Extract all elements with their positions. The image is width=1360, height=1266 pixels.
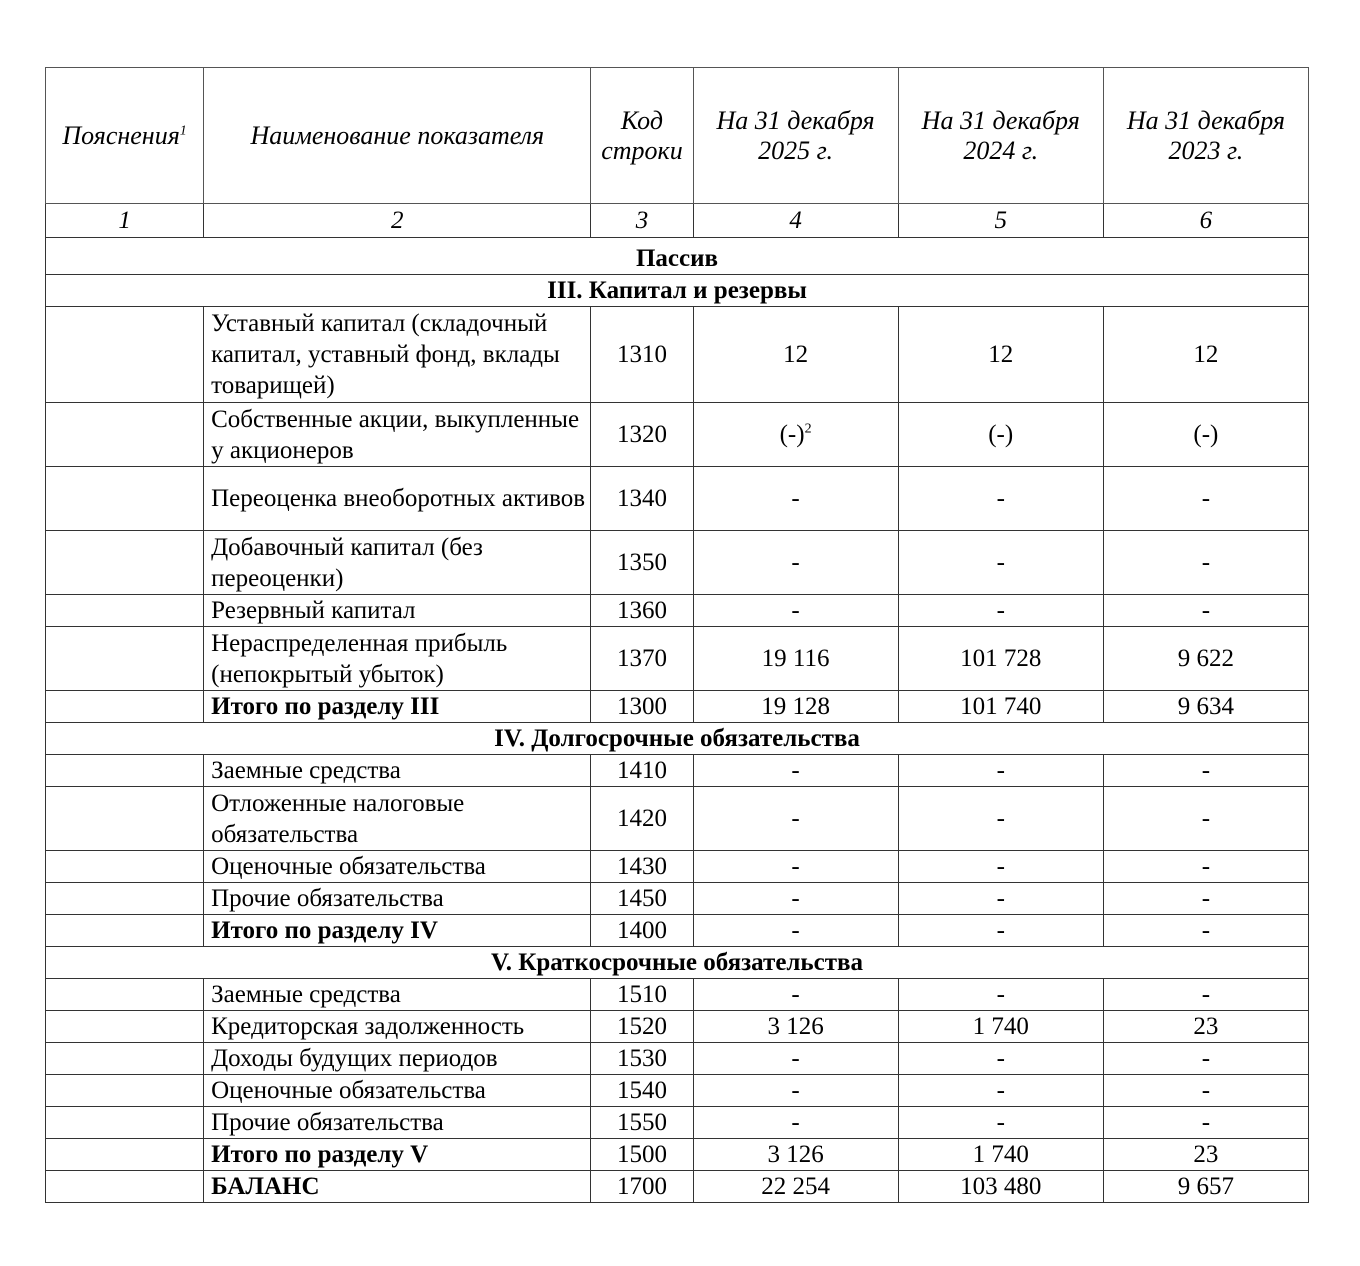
value-2023: 9 622 xyxy=(1103,627,1308,691)
value-2023: 23 xyxy=(1103,1139,1308,1171)
value-2023: - xyxy=(1103,979,1308,1011)
value-2024: 1 740 xyxy=(898,1139,1103,1171)
column-number: 1 xyxy=(46,204,204,238)
header-line-code: Код строки xyxy=(591,68,693,204)
line-code: 1530 xyxy=(591,1043,693,1075)
section-title-passive: Пассив xyxy=(46,238,1309,275)
line-code: 1300 xyxy=(591,691,693,723)
total-row xyxy=(46,1139,1309,1171)
value-2023: 12 xyxy=(1103,307,1308,403)
value-2025: - xyxy=(693,1075,898,1107)
total-row xyxy=(46,691,1309,723)
value-2024: - xyxy=(898,915,1103,947)
column-number-row xyxy=(46,204,1309,238)
value-2024: 101 740 xyxy=(898,691,1103,723)
section-row xyxy=(46,275,1309,307)
value-2024: - xyxy=(898,1107,1103,1139)
line-code: 1500 xyxy=(591,1139,693,1171)
value-2025: - xyxy=(693,595,898,627)
line-code: 1430 xyxy=(591,851,693,883)
value-2024: - xyxy=(898,883,1103,915)
table-row xyxy=(46,755,1309,787)
notes-cell xyxy=(46,691,204,723)
value-2024: - xyxy=(898,531,1103,595)
value-2025: 19 128 xyxy=(693,691,898,723)
value-2023: 9 634 xyxy=(1103,691,1308,723)
section-title-capital-reserves: III. Капитал и резервы xyxy=(46,275,1309,307)
value-2025: - xyxy=(693,787,898,851)
value-2023: - xyxy=(1103,467,1308,531)
value-2023: - xyxy=(1103,915,1308,947)
value-2025: - xyxy=(693,979,898,1011)
value-2023: 23 xyxy=(1103,1011,1308,1043)
value-2023: - xyxy=(1103,1075,1308,1107)
indicator-name: Оценочные обязательства xyxy=(204,851,591,883)
value-2024: - xyxy=(898,1043,1103,1075)
indicator-name: Уставный капитал (складочный капитал, уставный фонд, вклады товарищей) xyxy=(204,307,591,403)
value-2024: 101 728 xyxy=(898,627,1103,691)
line-code: 1370 xyxy=(591,627,693,691)
notes-cell xyxy=(46,755,204,787)
line-code: 1350 xyxy=(591,531,693,595)
line-code: 1410 xyxy=(591,755,693,787)
notes-cell xyxy=(46,1011,204,1043)
table-row xyxy=(46,467,1309,531)
table-row xyxy=(46,1011,1309,1043)
header-row xyxy=(46,68,1309,204)
header-indicator-name: Наименование показателя xyxy=(204,68,591,204)
value-2024: - xyxy=(898,1075,1103,1107)
value-2023: - xyxy=(1103,755,1308,787)
line-code: 1550 xyxy=(591,1107,693,1139)
value-2024: - xyxy=(898,595,1103,627)
line-code: 1510 xyxy=(591,979,693,1011)
section-row xyxy=(46,723,1309,755)
value-2025: - xyxy=(693,915,898,947)
notes-cell xyxy=(46,1075,204,1107)
footnote-marker: 2 xyxy=(804,421,812,437)
notes-cell xyxy=(46,787,204,851)
value-2023: - xyxy=(1103,883,1308,915)
balance-sheet-liabilities-table xyxy=(45,67,1309,1203)
value-2023: - xyxy=(1103,1043,1308,1075)
line-code: 1540 xyxy=(591,1075,693,1107)
line-code: 1450 xyxy=(591,883,693,915)
indicator-name: Заемные средства xyxy=(204,755,591,787)
table-row xyxy=(46,1075,1309,1107)
table-row xyxy=(46,307,1309,403)
value-2025: 19 116 xyxy=(693,627,898,691)
header-date-2023: На 31 декабря 2023 г. xyxy=(1103,68,1308,204)
column-number: 4 xyxy=(693,204,898,238)
table-row xyxy=(46,595,1309,627)
value-2024: (-) xyxy=(898,403,1103,467)
indicator-name: БАЛАНС xyxy=(204,1171,591,1203)
value-2024: - xyxy=(898,979,1103,1011)
value-2025: - xyxy=(693,467,898,531)
indicator-name: Нераспределенная прибыль (непокрытый убыток) xyxy=(204,627,591,691)
value-2024: - xyxy=(898,851,1103,883)
notes-cell xyxy=(46,979,204,1011)
value-2025: - xyxy=(693,1107,898,1139)
table-row xyxy=(46,979,1309,1011)
value-2025: - xyxy=(693,851,898,883)
header-notes-label: Пояснения xyxy=(62,120,180,150)
notes-cell xyxy=(46,851,204,883)
indicator-name: Собственные акции, выкупленные у акционеров xyxy=(204,403,591,467)
line-code: 1340 xyxy=(591,467,693,531)
value-2023: (-) xyxy=(1103,403,1308,467)
value-2025: 12 xyxy=(693,307,898,403)
value-2025: - xyxy=(693,1043,898,1075)
indicator-name: Отложенные налоговые обязательства xyxy=(204,787,591,851)
line-code: 1400 xyxy=(591,915,693,947)
indicator-name: Итого по разделу III xyxy=(204,691,591,723)
notes-cell xyxy=(46,883,204,915)
line-code: 1320 xyxy=(591,403,693,467)
value-2025-text: (-) xyxy=(779,421,805,448)
indicator-name: Добавочный капитал (без переоценки) xyxy=(204,531,591,595)
value-2024: 12 xyxy=(898,307,1103,403)
header-date-2025: На 31 декабря 2025 г. xyxy=(693,68,898,204)
line-code: 1310 xyxy=(591,307,693,403)
header-notes xyxy=(46,68,204,204)
indicator-name: Резервный капитал xyxy=(204,595,591,627)
notes-cell xyxy=(46,307,204,403)
footnote-marker: 1 xyxy=(179,122,187,138)
table-row xyxy=(46,403,1309,467)
value-2023: - xyxy=(1103,531,1308,595)
value-2025: 3 126 xyxy=(693,1139,898,1171)
table-row xyxy=(46,1107,1309,1139)
table-row xyxy=(46,787,1309,851)
section-title-short-term-liabilities: V. Краткосрочные обязательства xyxy=(46,947,1309,979)
column-number: 3 xyxy=(591,204,693,238)
notes-cell xyxy=(46,1139,204,1171)
notes-cell xyxy=(46,1107,204,1139)
value-2023: - xyxy=(1103,1107,1308,1139)
value-2025: - xyxy=(693,755,898,787)
value-2025: 3 126 xyxy=(693,1011,898,1043)
value-2024: - xyxy=(898,467,1103,531)
value-2024: - xyxy=(898,787,1103,851)
balance-total-row xyxy=(46,1171,1309,1203)
notes-cell xyxy=(46,531,204,595)
line-code: 1700 xyxy=(591,1171,693,1203)
value-2025: - xyxy=(693,531,898,595)
indicator-name: Кредиторская задолженность xyxy=(204,1011,591,1043)
table-row xyxy=(46,627,1309,691)
value-2023: - xyxy=(1103,787,1308,851)
indicator-name: Прочие обязательства xyxy=(204,883,591,915)
section-row xyxy=(46,947,1309,979)
value-2025: - xyxy=(693,883,898,915)
section-row xyxy=(46,238,1309,275)
table-row xyxy=(46,851,1309,883)
total-row xyxy=(46,915,1309,947)
notes-cell xyxy=(46,1043,204,1075)
indicator-name: Оценочные обязательства xyxy=(204,1075,591,1107)
value-2023: 9 657 xyxy=(1103,1171,1308,1203)
indicator-name: Прочие обязательства xyxy=(204,1107,591,1139)
header-date-2024: На 31 декабря 2024 г. xyxy=(898,68,1103,204)
value-2023: - xyxy=(1103,595,1308,627)
indicator-name: Итого по разделу IV xyxy=(204,915,591,947)
notes-cell xyxy=(46,1171,204,1203)
line-code: 1360 xyxy=(591,595,693,627)
notes-cell xyxy=(46,915,204,947)
column-number: 5 xyxy=(898,204,1103,238)
notes-cell xyxy=(46,627,204,691)
value-2025: 22 254 xyxy=(693,1171,898,1203)
value-2025 xyxy=(693,403,898,467)
table-row xyxy=(46,883,1309,915)
section-title-long-term-liabilities: IV. Долгосрочные обязательства xyxy=(46,723,1309,755)
notes-cell xyxy=(46,595,204,627)
indicator-name: Переоценка внеоборотных активов xyxy=(204,467,591,531)
line-code: 1420 xyxy=(591,787,693,851)
indicator-name: Заемные средства xyxy=(204,979,591,1011)
value-2023: - xyxy=(1103,851,1308,883)
notes-cell xyxy=(46,467,204,531)
indicator-name: Итого по разделу V xyxy=(204,1139,591,1171)
notes-cell xyxy=(46,403,204,467)
value-2024: 1 740 xyxy=(898,1011,1103,1043)
line-code: 1520 xyxy=(591,1011,693,1043)
value-2024: 103 480 xyxy=(898,1171,1103,1203)
table-row xyxy=(46,531,1309,595)
indicator-name: Доходы будущих периодов xyxy=(204,1043,591,1075)
column-number: 6 xyxy=(1103,204,1308,238)
table-row xyxy=(46,1043,1309,1075)
value-2024: - xyxy=(898,755,1103,787)
column-number: 2 xyxy=(204,204,591,238)
